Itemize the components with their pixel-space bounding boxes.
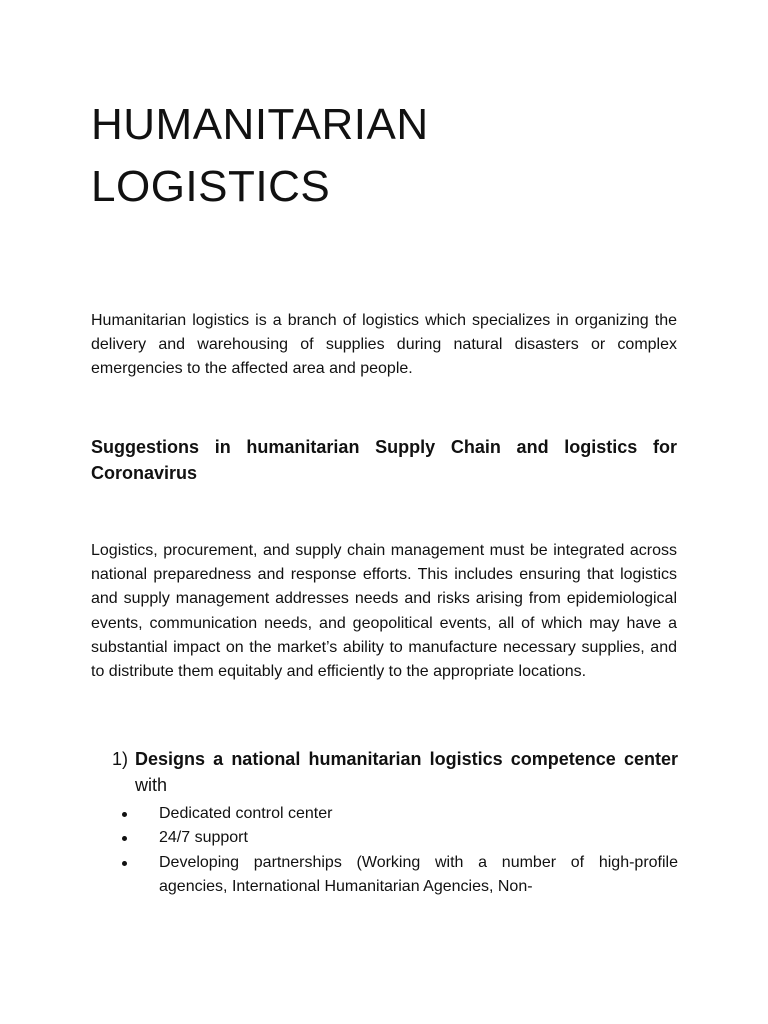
bullet-list <box>118 802 678 900</box>
bullet-icon <box>122 861 127 866</box>
section-heading: Suggestions in humanitarian Supply Chain and logistics for Coronavirus <box>91 437 677 483</box>
list-item <box>118 826 678 850</box>
list-item <box>118 802 678 826</box>
numbered-item-bold: Designs a national humanitarian logistics competence center <box>135 749 678 769</box>
document-title <box>91 94 691 218</box>
list-item-text: 24/7 support <box>159 829 248 847</box>
title-line-2: LOGISTICS <box>91 162 331 211</box>
numbered-item <box>112 746 678 798</box>
numbered-item-marker: 1) <box>112 749 129 769</box>
list-item <box>118 851 678 900</box>
bullet-icon <box>122 836 127 841</box>
list-item-text: Developing partnerships (Working with a number of high-profile agencies, International Humanitarian Agencies, Non- <box>159 853 678 896</box>
intro-paragraph: Humanitarian logistics is a branch of logistics which specializes in organizing the delivery and warehousing of supplies during natural disasters or complex emergencies to the affected area and people. <box>91 312 677 378</box>
body-paragraph: Logistics, procurement, and supply chain management must be integrated across national preparedness and response efforts. This includes ensuring that logistics and supply management addresses needs and risks arising from epidemiological events, communication needs, and geopolitical events, all of which may have a substantial impact on the market’s ability to manufacture necessary supplies, and to distribute them equitably and efficiently to the appropriate locations. <box>91 542 677 681</box>
numbered-item-text <box>135 746 678 798</box>
title-line-1: HUMANITARIAN <box>91 100 429 149</box>
list-item-text: Dedicated control center <box>159 805 333 822</box>
bullet-icon <box>122 812 127 817</box>
numbered-item-rest: with <box>135 775 168 795</box>
